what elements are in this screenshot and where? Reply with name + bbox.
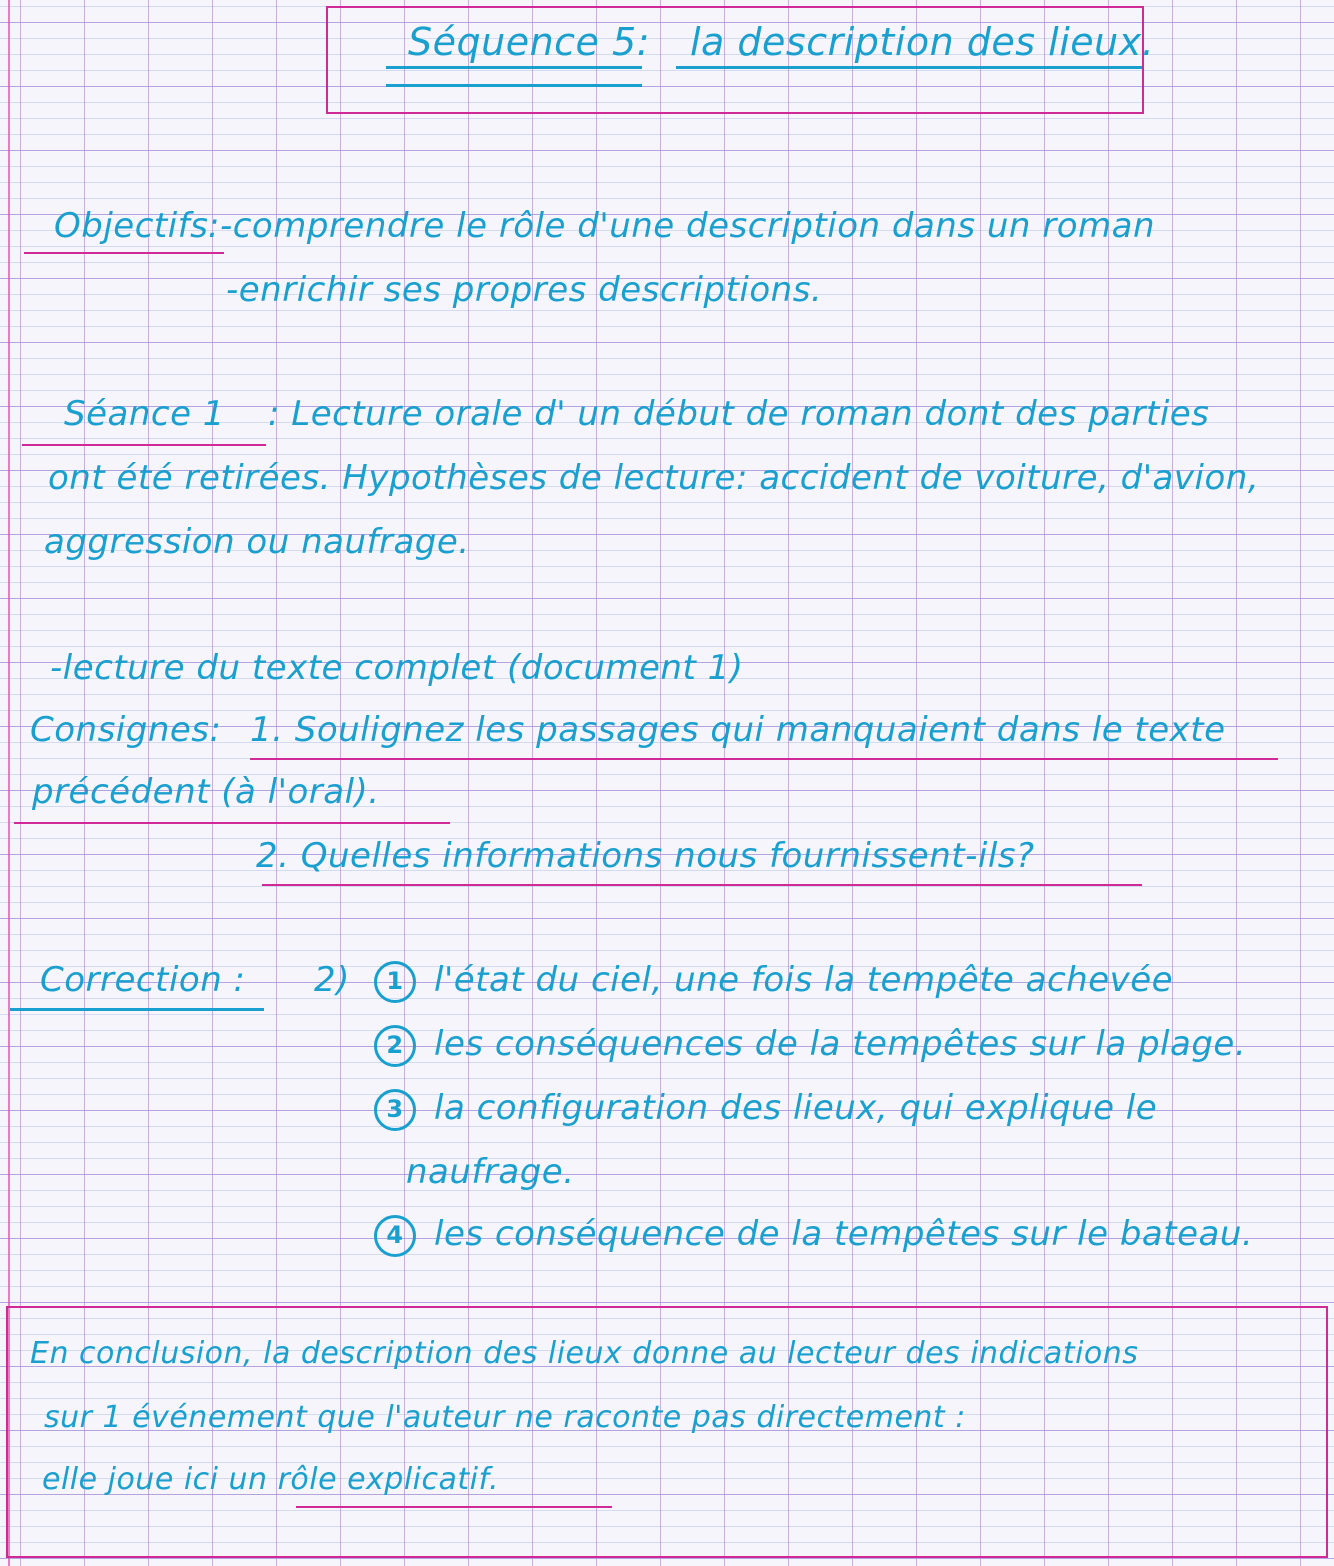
consigne-2-underline — [262, 884, 1142, 886]
correction-item-3-text: la configuration des lieux, qui explique le — [434, 1088, 1158, 1128]
consigne-1-cont-underline — [14, 822, 450, 824]
seance-line3: aggression ou naufrage. — [44, 522, 470, 562]
title-underline-2 — [386, 84, 642, 87]
consigne-1: 1. Soulignez les passages qui manquaient dans le texte — [250, 710, 1226, 750]
consigne-1-underline — [250, 758, 1278, 760]
seance-line1: : Lecture orale d' un début de roman dont des parties — [268, 394, 1210, 434]
conclusion-line1: En conclusion, la description des lieux donne au lecteur des indications — [30, 1336, 1139, 1371]
number-2-icon: 2 — [374, 1025, 416, 1067]
objectifs-line1: :-comprendre le rôle d'une description dans un roman — [208, 206, 1156, 246]
conclusion-line2: sur 1 événement que l'auteur ne raconte pas directement : — [44, 1400, 966, 1435]
conclusion-line3: elle joue ici un rôle explicatif. — [42, 1462, 500, 1497]
correction-prefix: 2) — [314, 960, 350, 1000]
seance-label: Séance 1 — [64, 394, 225, 434]
correction-item-2 — [374, 1024, 1246, 1067]
correction-item-2-text: les conséquences de la tempêtes sur la plage. — [434, 1024, 1247, 1064]
correction-underline — [10, 1008, 264, 1011]
number-4-icon: 4 — [374, 1215, 416, 1257]
sequence-title: Séquence 5: — [408, 20, 650, 64]
correction-label: Correction : — [40, 960, 246, 1000]
consigne-1-cont: précédent (à l'oral). — [32, 772, 380, 812]
seance-line4: -lecture du texte complet (document 1) — [50, 648, 744, 688]
conclusion-underline — [296, 1506, 612, 1508]
correction-item-1 — [374, 960, 1173, 1003]
correction-item-4-text: les conséquence de la tempêtes sur le bateau. — [434, 1214, 1254, 1254]
number-3-icon: 3 — [374, 1089, 416, 1131]
correction-item-3-cont: naufrage. — [406, 1152, 575, 1192]
correction-item-3 — [374, 1088, 1157, 1131]
sequence-topic: la description des lieux. — [690, 20, 1155, 64]
title-underline-1 — [386, 66, 642, 69]
consigne-2: 2. Quelles informations nous fournissent-ils? — [256, 836, 1035, 876]
correction-item-4 — [374, 1214, 1253, 1257]
objectifs-line2: -enrichir ses propres descriptions. — [226, 270, 823, 310]
seance-line2: ont été retirées. Hypothèses de lecture: accident de voiture, d'avion, — [48, 458, 1260, 498]
objectifs-underline — [24, 252, 224, 254]
topic-underline — [676, 66, 1142, 69]
objectifs-label: Objectifs — [54, 206, 209, 246]
number-1-icon: 1 — [374, 961, 416, 1003]
seance-underline — [22, 444, 266, 446]
consignes-label: Consignes: — [30, 710, 222, 750]
correction-item-1-text: l'état du ciel, une fois la tempête achevée — [434, 960, 1174, 1000]
